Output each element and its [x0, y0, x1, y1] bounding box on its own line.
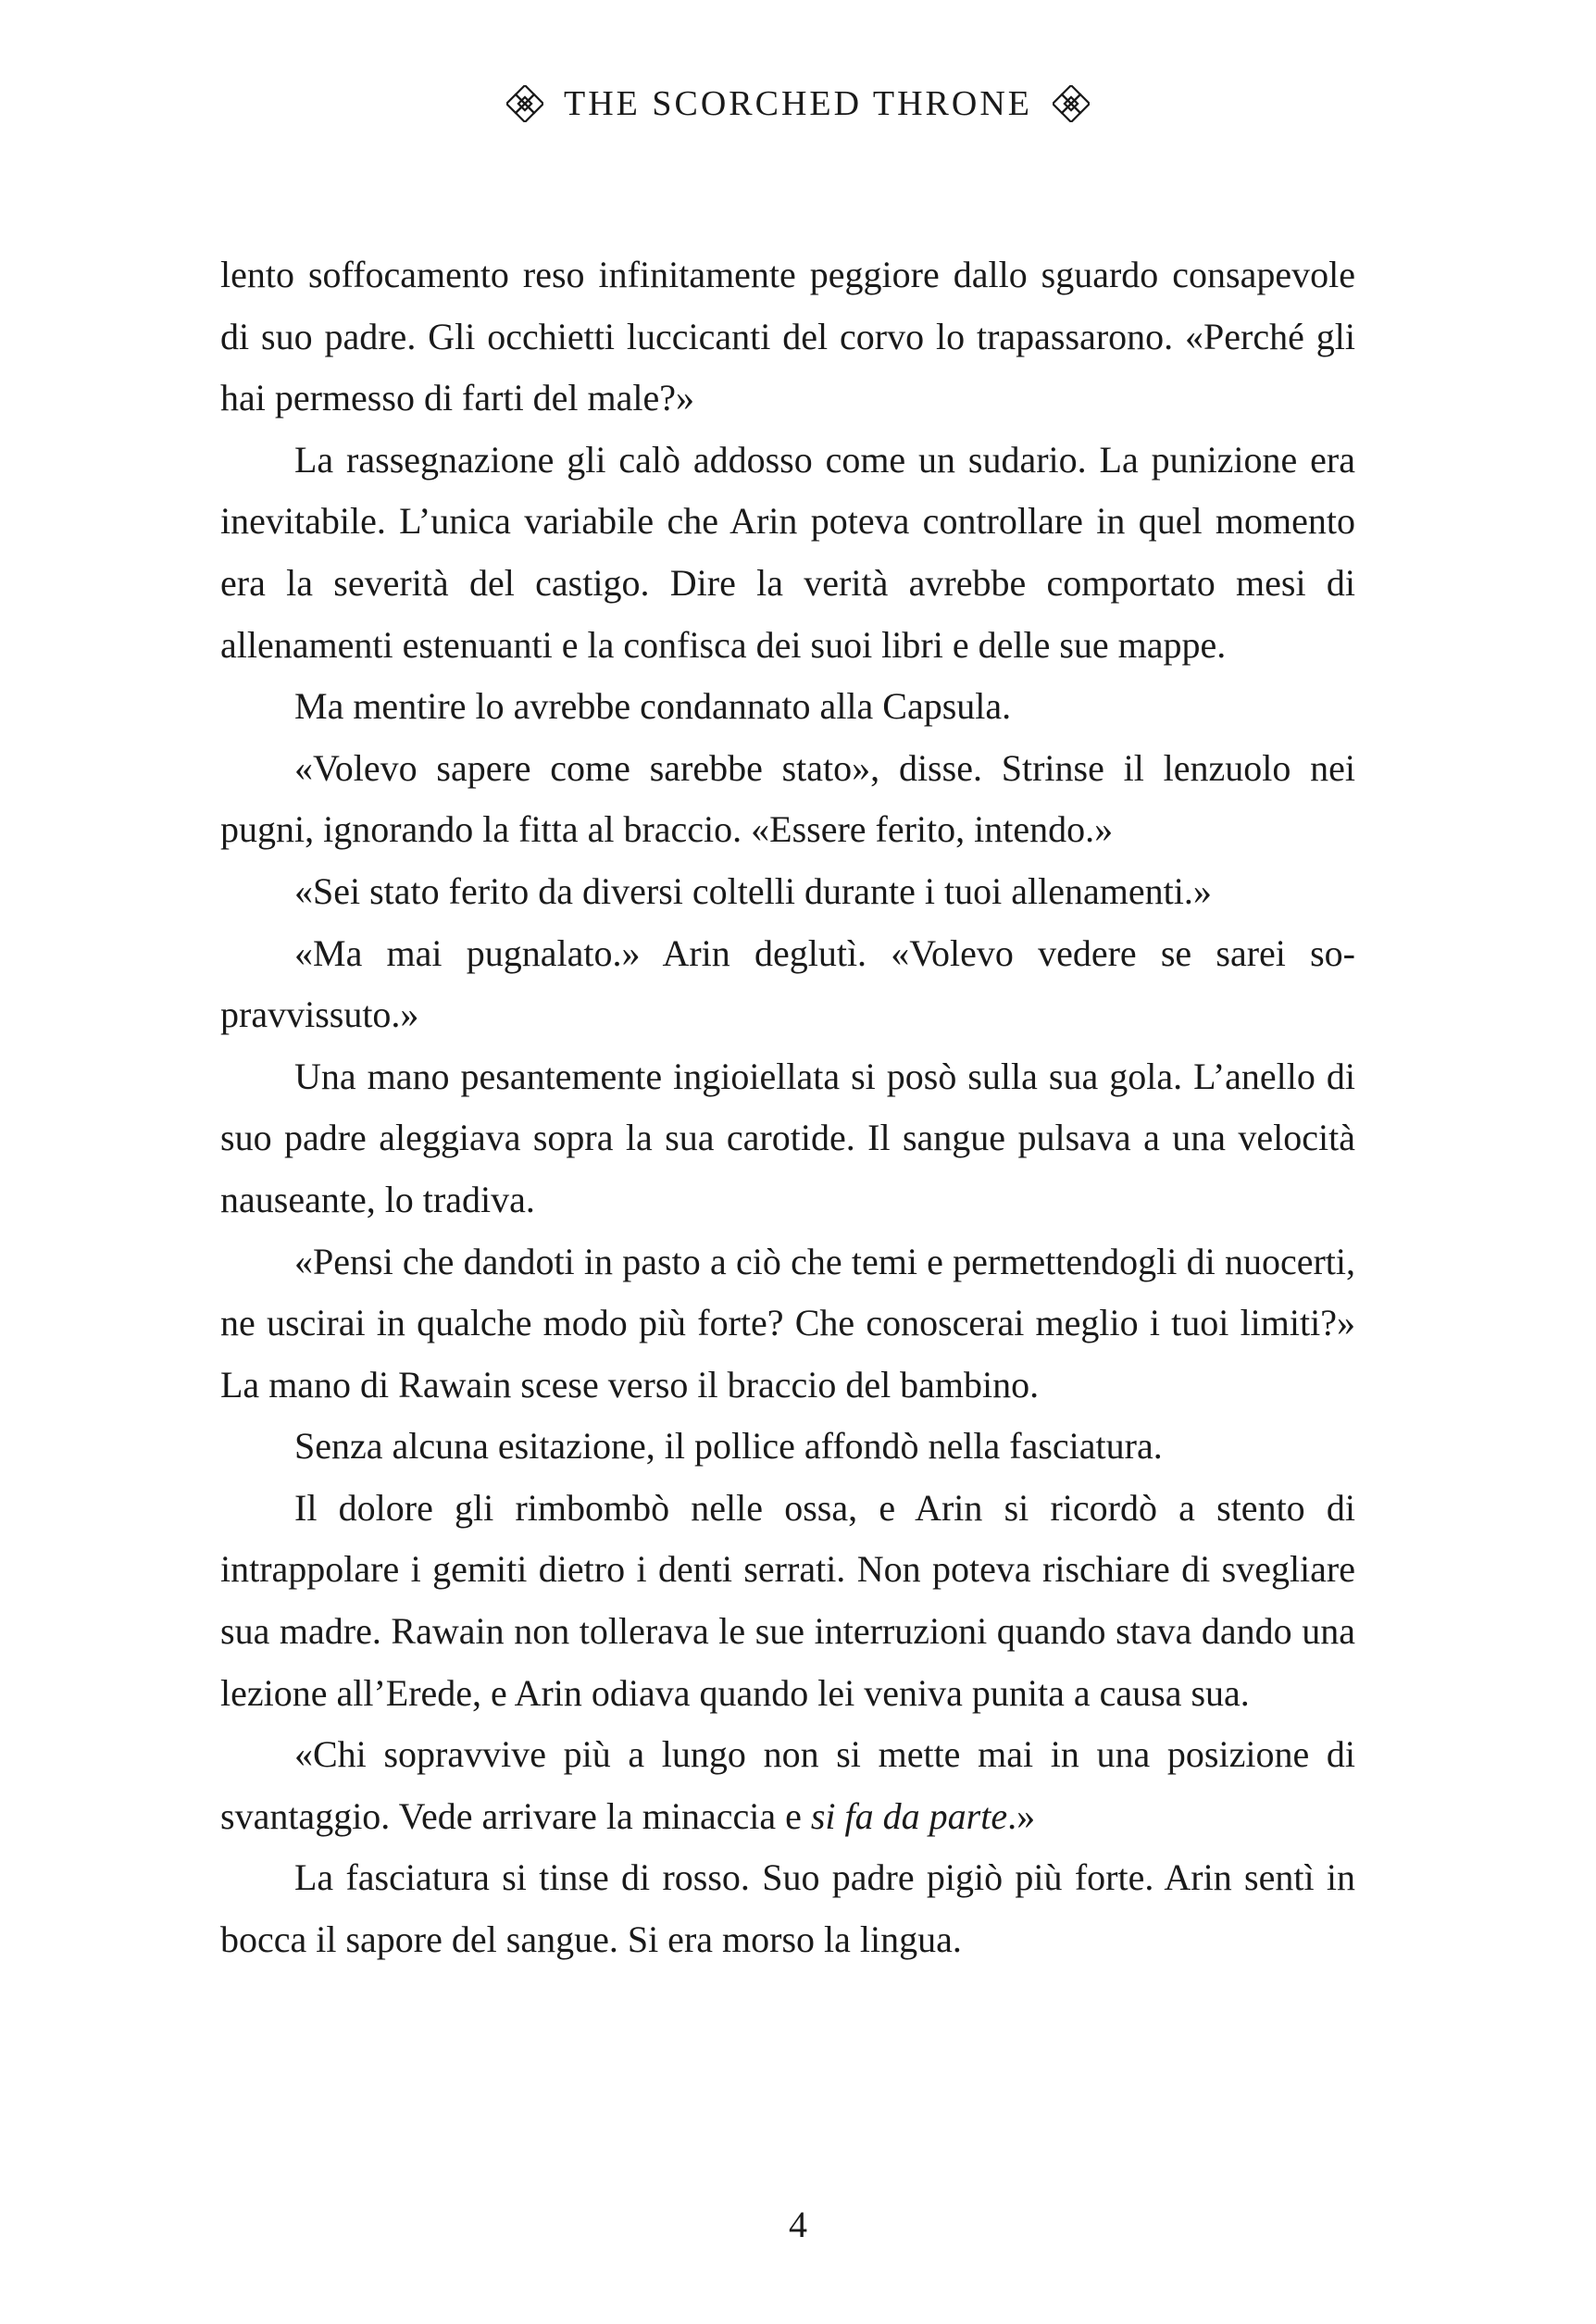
paragraph: Ma mentire lo avrebbe condannato alla Capsula. — [294, 685, 1012, 728]
running-header — [0, 85, 1596, 122]
paragraph: lento soffocamento reso infinitamente peggiore dallo sguardo consapevole di suo padre. Gli occhietti luccicanti del corvo lo trapassarono. «Perché gli hai permesso di farti del male?» — [220, 254, 1355, 419]
paragraph-text-end: .» — [1007, 1794, 1036, 1837]
endless-knot-icon — [1053, 85, 1090, 122]
paragraph: «Ma mai pugnalato.» Arin deglutì. «Volevo vedere se sarei sopravvissuto.» — [220, 931, 1355, 1036]
page-number: 4 — [789, 2204, 807, 2245]
paragraph: Senza alcuna esitazione, il pollice affondò nella fasciatura. — [294, 1425, 1163, 1468]
endless-knot-icon — [506, 85, 543, 122]
paragraph — [220, 1724, 1355, 1847]
paragraph: Il dolore gli rimbombò nelle ossa, e Arin si ricordò a stento di intrappolare i gemiti dietro i denti serrati. Non poteva rischiare di svegliare sua madre. Rawain non tollerava le sue interruzioni quando stava dando una lezione all’Erede, e Arin odiava quando lei veniva punita a causa sua. — [220, 1486, 1355, 1714]
paragraph: La rassegnazione gli calò addosso come un sudario. La punizione era inevitabile. L’unica variabile che Arin poteva controllare in quel momento era la severità del castigo. Dire la verità avrebbe comportato mesi di allenamenti estenuanti e la confisca dei suoi libri e delle sue mappe. — [220, 438, 1355, 666]
paragraph-text: «Chi sopravvive più a lungo non si mette mai in una posizione di svantaggio. Vede arrivare la minaccia e — [220, 1733, 1355, 1837]
paragraph: «Pensi che dandoti in pasto a ciò che temi e permettendogli di nuocerti, ne uscirai in qualche modo più forte? Che conoscerai meglio i tuoi limiti?» La mano di Rawain scese verso il braccio del bambino. — [220, 1240, 1355, 1406]
running-title: THE SCORCHED THRONE — [564, 84, 1032, 123]
body-text — [220, 244, 1355, 1971]
paragraph: «Volevo sapere come sarebbe stato», disse. Strinse il lenzuolo nei pugni, ignorando la fitta al braccio. «Essere ferito, intendo.» — [220, 746, 1355, 851]
paragraph: La fasciatura si tinse di rosso. Suo padre pigiò più forte. Arin sentì in bocca il sapore del sangue. Si era morso la lingua. — [220, 1856, 1355, 1961]
paragraph: Una mano pesantemente ingioiellata si posò sulla sua gola. L’anello di suo padre aleggiava sopra la sua carotide. Il sangue pulsava a una velocità nauseante, lo tradiva. — [220, 1055, 1355, 1220]
paragraph: «Sei stato ferito da diversi coltelli durante i tuoi allenamenti.» — [294, 869, 1212, 912]
italic-emphasis: si fa da parte — [810, 1794, 1008, 1837]
